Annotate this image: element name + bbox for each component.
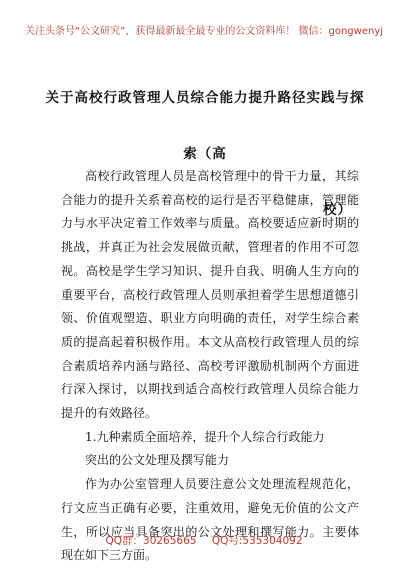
subheading: 突出的公文处理及撰写能力 xyxy=(85,453,230,468)
title-line-2: 校） xyxy=(323,202,352,218)
body-paragraph-2: 作为办公室管理人员要注意公文处理流程规范化，行文应当正确有必要，注重效用，避免无价值的公文产生，所以应当具备突出的公文处理和撰写能力。主要体现在如下三方面。 xyxy=(61,477,359,563)
footer-qq-group: QQ群：30265665 xyxy=(105,535,197,547)
footer-contact xyxy=(0,533,408,548)
header-note: 关注头条号“公文研究”，获得最新最全最专业的公文资料库！ 微信：gongwenyj xyxy=(24,26,384,37)
document-body xyxy=(61,165,359,568)
footer-qq-number: QQ号:535304092 xyxy=(211,535,303,547)
section-heading: 1.九种素质全面培养，提升个人综合行政能力 xyxy=(85,429,325,444)
body-paragraph-1: 高校行政管理人员是高校管理中的骨干力量，其综合能力的提升关系着高校的运行是否平稳健康，管理能力与水平决定着工作效率与质量。高校要适应新时期的挑战，并真正为社会发展做贡献，管理者的作用不可忽视。高校是学生学习知识、提升自我、明确人生方向的重要平台，高校行政管理人员则承担着学生思想道德引领、价值观塑造、职业方向明确的责任，对学生综合素质的提高起着积极作用。本文从高校行政管理人员的综合素质培养内涵与路径、高校考评激励机制两个方面进行深入探讨，以期找到适合高校行政管理人员综合能力提升的有效路径。 xyxy=(61,169,359,421)
title-line-1: 关于高校行政管理人员综合能力提升路径实践与探索（高 xyxy=(45,90,365,162)
